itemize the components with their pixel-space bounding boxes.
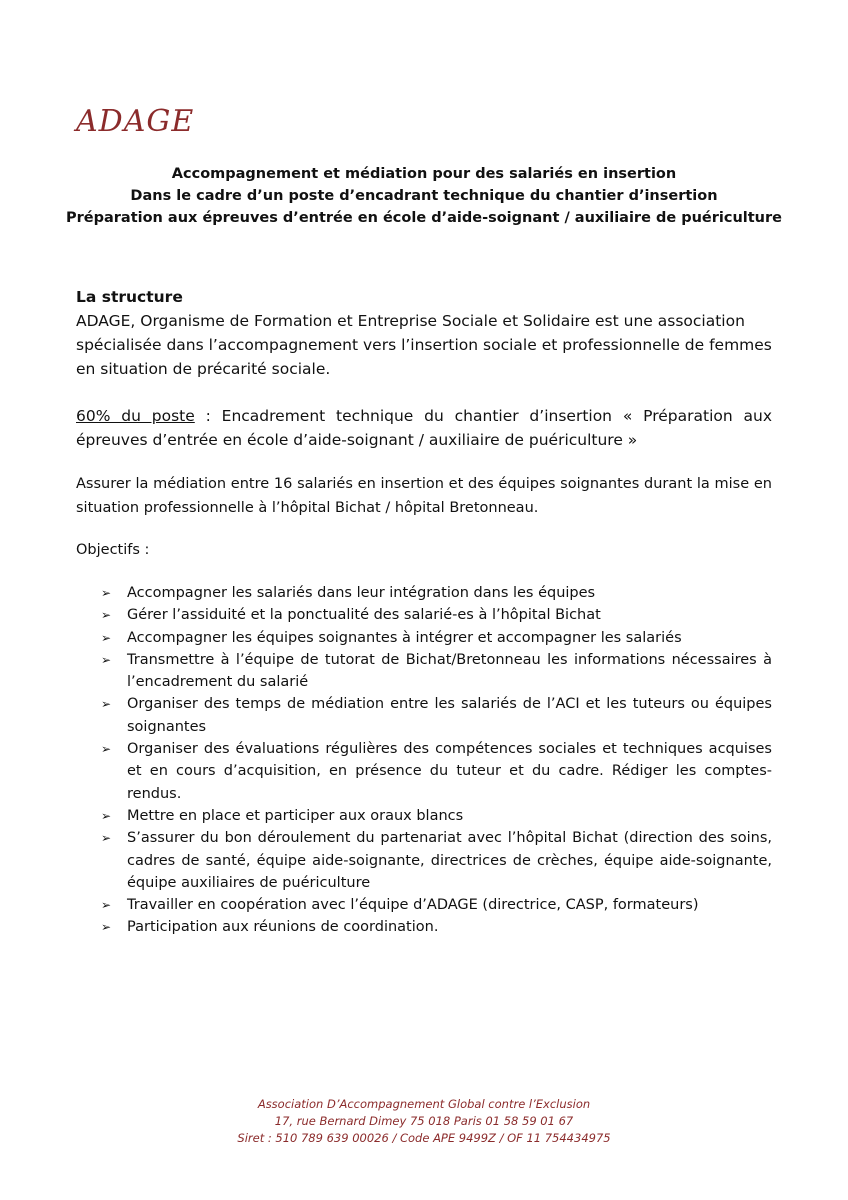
objectifs-list (76, 582, 772, 939)
structure-section (76, 285, 772, 381)
title-line: Accompagnement et médiation pour des salariés en insertion (171, 166, 677, 182)
arrow-bullet-icon: ➢ (101, 608, 112, 623)
list-item (76, 827, 772, 894)
arrow-bullet-icon: ➢ (101, 652, 112, 667)
list-item-text: Travailler en coopération avec l’équipe d’ADAGE (directrice, CASP, formateurs) (127, 897, 699, 914)
list-item-text: Gérer l’assiduité et la ponctualité des salarié-es à l’hôpital Bichat (127, 607, 601, 624)
structure-text: ADAGE, Organisme de Formation et Entreprise Sociale et Solidaire est une association spécialisée dans l’accompagnement vers l’insertion sociale et professionnelle de femmes en situation de précarité sociale. (76, 312, 772, 378)
mediation-text: Assurer la médiation entre 16 salariés en insertion et des équipes soignantes durant la mise en situation professionnelle à l’hôpital Bichat / hôpital Bretonneau. (76, 476, 772, 516)
arrow-bullet-icon: ➢ (101, 898, 112, 913)
list-item-text: Mettre en place et participer aux oraux blancs (127, 807, 464, 824)
list-item-text: Participation aux réunions de coordination. (127, 919, 439, 936)
poste-text: : Encadrement technique du chantier d’insertion « Préparation aux épreuves d’entrée en école d’aide-soignant / auxiliaire de puériculture » (76, 407, 772, 449)
footer-line: Association D’Accompagnement Global contre l’Exclusion (257, 1097, 591, 1111)
list-item (76, 894, 772, 916)
title-line: Dans le cadre d’un poste d’encadrant technique du chantier d’insertion (130, 188, 718, 204)
document-title (0, 163, 848, 229)
list-item-text: Accompagner les équipes soignantes à intégrer et accompagner les salariés (127, 629, 682, 646)
list-item (76, 805, 772, 827)
list-item-text: Transmettre à l’équipe de tutorat de Bichat/Bretonneau les informations nécessaires à l’encadrement du salarié (127, 651, 772, 691)
list-item-text: Accompagner les salariés dans leur intégration dans les équipes (127, 585, 596, 601)
arrow-bullet-icon: ➢ (101, 742, 112, 757)
list-item-text: S’assurer du bon déroulement du partenariat avec l’hôpital Bichat (direction des soins, cadres de santé, équipe aide-soignante, directrices de crèches, équipe aide-soignante, équipe auxiliaires de puériculture (127, 830, 772, 891)
structure-heading: La structure (76, 288, 183, 306)
footer-line: 17, rue Bernard Dimey 75 018 Paris 01 58 59 01 67 (274, 1114, 574, 1128)
arrow-bullet-icon: ➢ (101, 920, 112, 935)
logo: ADAGE (76, 104, 195, 139)
arrow-bullet-icon: ➢ (101, 697, 112, 712)
arrow-bullet-icon: ➢ (101, 586, 112, 600)
list-item (76, 738, 772, 805)
arrow-bullet-icon: ➢ (101, 630, 112, 645)
footer-line: Siret : 510 789 639 00026 / Code APE 9499Z / OF 11 754434975 (237, 1131, 611, 1145)
list-item-text: Organiser des évaluations régulières des compétences sociales et techniques acquises et en cours d’acquisition, en présence du tuteur et du cadre. Rédiger les comptes-rendus. (127, 741, 772, 802)
list-item (76, 604, 772, 626)
list-item (76, 582, 772, 604)
list-item (76, 649, 772, 694)
poste-section (76, 404, 772, 452)
list-item (76, 693, 772, 738)
poste-label: 60% du poste (76, 407, 195, 425)
arrow-bullet-icon: ➢ (101, 808, 112, 823)
list-item (76, 916, 772, 938)
arrow-bullet-icon: ➢ (101, 831, 112, 846)
list-item-text: Organiser des temps de médiation entre les salariés de l’ACI et les tuteurs ou équipes soignantes (127, 696, 772, 735)
title-line: Préparation aux épreuves d’entrée en école d’aide-soignant / auxiliaire de puériculture (65, 210, 782, 226)
list-item (76, 627, 772, 649)
objectifs-heading: Objectifs : (76, 542, 150, 558)
footer (0, 1096, 848, 1147)
